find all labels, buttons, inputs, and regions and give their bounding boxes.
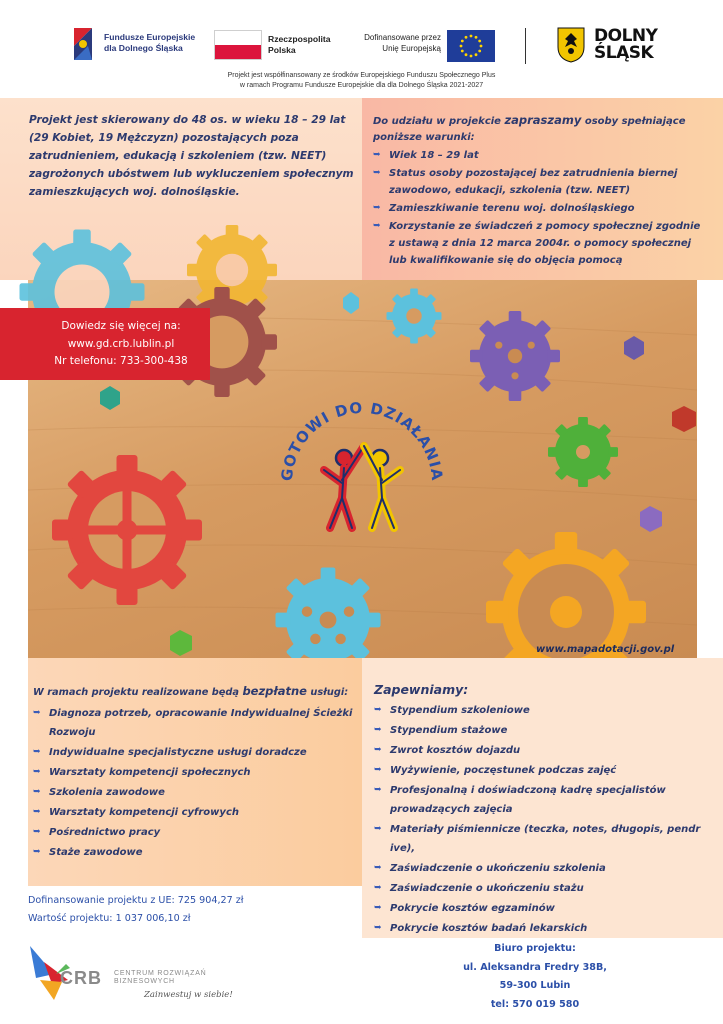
contact-phone[interactable]: Nr telefonu: 733-300-438 [54,355,188,367]
arrow-bullet-icon: ➥ [374,824,382,834]
rzeczpospolita-label: Rzeczpospolita Polska [268,34,331,55]
list-item: ➥ Zaświadczenie o ukończeniu stażu [374,879,704,898]
arrow-bullet-icon: ➥ [33,807,41,817]
list-item: ➥ Zwrot kosztów dojazdu [374,741,704,760]
list-item: ➥ Stypendium szkoleniowe [374,701,704,720]
list-item: ➥ Korzystanie ze świadczeń z pomocy społecznej zgodnie z ustawą z dnia 12 marca 2004r. o pomocy społecznej lub kwalifikowanie się do objęcia pomocą [373,218,703,269]
list-item: ➥ Zamieszkiwanie terenu woj. dolnośląskiego [373,200,703,217]
crb-full-name: CENTRUM ROZWIĄZAŃ BIZNESOWYCH [114,970,207,985]
polish-flag-icon [214,30,262,60]
svg-text:GOTOWI DO DZIAŁANIA [278,399,446,482]
arrow-bullet-icon: ➥ [33,847,41,857]
benefits-list [374,701,704,938]
mapadotacji-link[interactable]: www.mapadotacji.gov.pl [536,644,675,655]
contact-info [32,318,210,371]
office-title: Biuro projektu: [494,943,576,954]
list-item: ➥ Szkolenia zawodowe [33,783,353,802]
eligibility-list [373,147,703,269]
arrow-bullet-icon: ➥ [374,765,382,775]
contact-website-link[interactable]: www.gd.crb.lublin.pl [67,337,175,350]
list-item: ➥ Profesjonalną i doświadczoną kadrę specjalistów prowadzących zajęcia [374,781,704,819]
contact-heading: Dowiedz się więcej na: [61,320,181,332]
list-item: ➥ Warsztaty kompetencji cyfrowych [33,803,353,822]
header-divider [525,28,526,64]
dolny-slask-crest-icon [557,27,585,63]
list-item: ➥ Materiały piśmiennicze (teczka, notes, długopis, pendr ive), [374,820,704,858]
arrow-bullet-icon: ➥ [374,745,382,755]
list-item: ➥ Staże zawodowe [33,843,353,862]
services-section [33,682,353,862]
project-logo-text: GOTOWI DO DZIAŁANIA [277,398,447,482]
arrow-bullet-icon: ➥ [33,747,41,757]
list-item: ➥ Pokrycie kosztów badań lekarskich [374,919,704,938]
crb-slogan: Zainwestuj w siebie! [144,990,233,1000]
list-item: ➥ Pośrednictwo pracy [33,823,353,842]
arrow-bullet-icon: ➥ [374,705,382,715]
arrow-bullet-icon: ➥ [33,827,41,837]
services-intro: W ramach projektu realizowane będą bezpłatne usługi: [33,684,349,698]
funding-eu: Dofinansowanie projektu z UE: 725 904,27 zł [28,895,244,906]
office-phone[interactable]: tel: 570 019 580 [490,998,580,1010]
list-item: ➥ Indywidualne specjalistyczne usługi doradcze [33,743,353,762]
arrow-bullet-icon: ➥ [374,785,382,795]
list-item: ➥ Stypendium stażowe [374,721,704,740]
benefits-title: Zapewniamy: [374,682,469,697]
gotowi-do-dzialania-logo [272,388,452,538]
arrow-bullet-icon: ➥ [33,708,41,718]
cofinance-note: Projekt jest współfinansowany ze środków Europejskiego Funduszu Społecznego Plus w ramach Programu Fundusze Europejskie dla dla Dolnego Śląska 2021-2027 [227,72,496,89]
header-logos-bar [0,0,723,96]
eligibility-intro: Do udziału w projekcie zapraszamy osoby spełniające poniższe warunki: [373,113,686,143]
dolny-slask-wordmark: DOLNY ŚLĄSK [594,26,658,63]
project-description: Projekt jest skierowany do 48 os. w wieku 18 – 29 lat (29 Kobiet, 19 Mężczyzn) pozostających poza zatrudnieniem, edukacją i szkoleniem (tzw. NEET) zagrożonych ubóstwem lub wykluczeniem społecznym zamieszkujących woj. dolnośląskie. [29,114,354,198]
benefits-section [374,680,704,938]
arrow-bullet-icon: ➥ [374,725,382,735]
arrow-bullet-icon: ➥ [33,787,41,797]
arrow-bullet-icon: ➥ [374,923,382,933]
list-item: ➥ Warsztaty kompetencji społecznych [33,763,353,782]
list-item: ➥ Diagnoza potrzeb, opracowanie Indywidualnej Ścieżki Rozwoju [33,704,353,742]
crb-abbreviation: CRB [60,968,102,988]
list-item: ➥ Status osoby pozostającej bez zatrudnienia biernej zawodowo, edukacji, szkolenia (tzw. NEET) [373,165,703,199]
arrow-bullet-icon: ➥ [374,863,382,873]
arrow-bullet-icon: ➥ [373,221,381,231]
arrow-bullet-icon: ➥ [373,150,381,160]
arrow-bullet-icon: ➥ [374,903,382,913]
eligibility-section [373,112,703,269]
arrow-bullet-icon: ➥ [373,203,381,213]
services-list [33,704,353,862]
arrow-bullet-icon: ➥ [374,883,382,893]
fundusze-europejskie-logo-icon [74,24,98,64]
eu-cofinanced-label: Dofinansowane przez Unię Europejską [364,33,441,53]
project-office [430,940,640,1014]
fundusze-europejskie-label: Fundusze Europejskie dla Dolnego Śląska [104,32,196,53]
list-item: ➥ Pokrycie kosztów egzaminów [374,899,704,918]
funding-info [28,892,244,928]
funding-total: Wartość projektu: 1 037 006,10 zł [28,913,191,924]
list-item: ➥ Zaświadczenie o ukończeniu szkolenia [374,859,704,878]
arrow-bullet-icon: ➥ [373,168,381,178]
list-item: ➥ Wiek 18 – 29 lat [373,147,703,164]
office-address: ul. Aleksandra Fredry 38B, [463,961,607,973]
office-city: 59-300 Lubin [499,980,571,991]
list-item: ➥ Wyżywienie, poczęstunek podczas zajęć [374,761,704,780]
eu-flag-icon [447,30,495,62]
arrow-bullet-icon: ➥ [33,767,41,777]
